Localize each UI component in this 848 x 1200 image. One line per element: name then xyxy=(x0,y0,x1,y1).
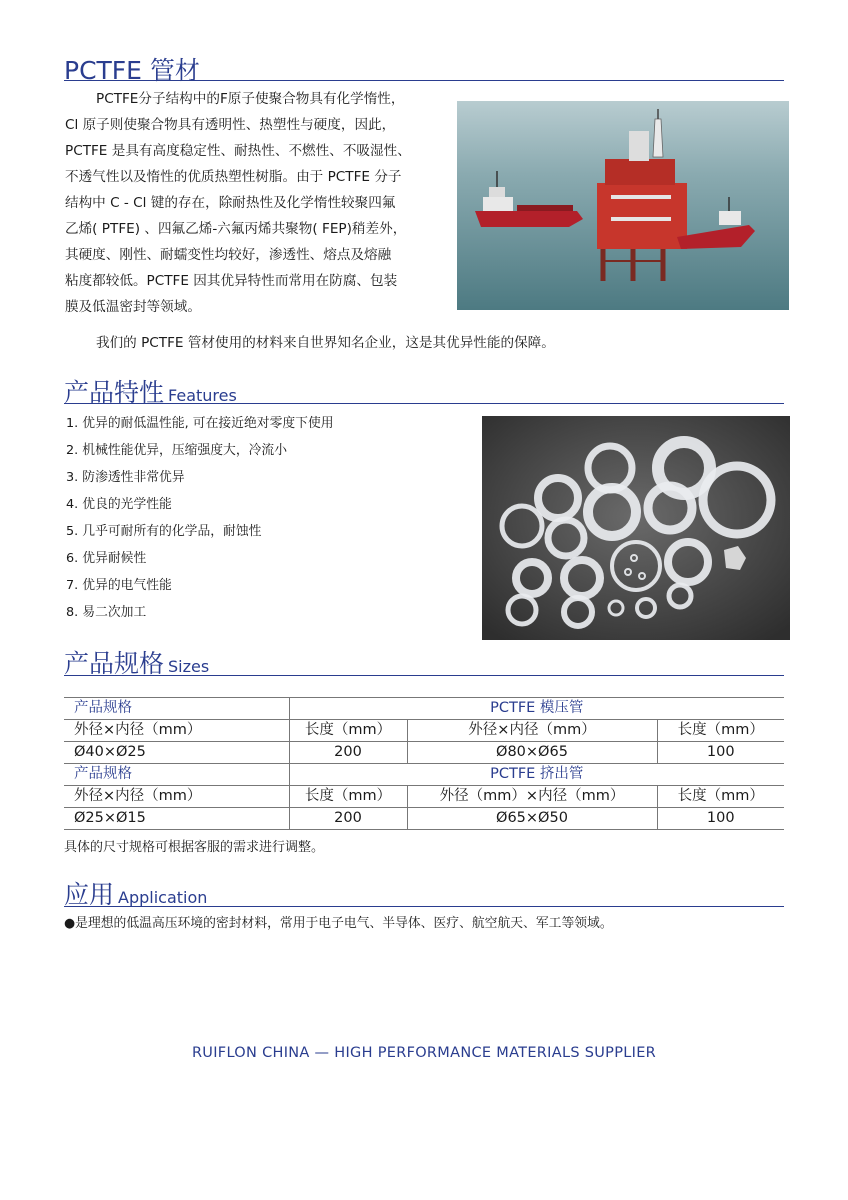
list-item: 6. 优异耐候性 xyxy=(66,551,147,566)
intro-line: PCTFE分子结构中的F原子使聚合物具有化学惰性， xyxy=(96,91,405,107)
intro-line: 结构中 C - Cl 键的存在，除耐热性及化学惰性较聚四氟 xyxy=(65,195,396,211)
table-header: 长度（mm） xyxy=(657,720,784,742)
sizes-note: 具体的尺寸规格可根据客服的需求进行调整。 xyxy=(64,840,325,855)
table-cell: 100 xyxy=(657,808,784,830)
table-header: 长度（mm） xyxy=(289,720,407,742)
intro-line: 粘度都较低。PCTFE 因其优异特性而常用在防腐、包装 xyxy=(65,273,398,289)
intro-last-line: 我们的 PCTFE 管材使用的材料来自世界知名企业，这是其优异性能的保障。 xyxy=(96,335,555,351)
table-cell: 100 xyxy=(657,742,784,764)
table-header: 外径×内径（mm） xyxy=(64,786,289,808)
features-list xyxy=(66,412,334,628)
intro-heading xyxy=(64,56,784,85)
extruded-label: 产品规格 xyxy=(64,764,289,786)
table-header: 外径（mm）×内径（mm） xyxy=(407,786,657,808)
table-cell: Ø65×Ø50 xyxy=(407,808,657,830)
intro-line: 不透气性以及惰性的优质热塑性树脂。由于 PCTFE 分子 xyxy=(65,169,402,185)
list-item: 4. 优良的光学性能 xyxy=(66,497,172,512)
table-row xyxy=(64,808,784,830)
sizes-subtitle: Sizes xyxy=(168,657,210,676)
intro-line: PCTFE 是具有高度稳定性、耐热性、不燃性、不吸湿性、 xyxy=(65,143,411,159)
list-item: 1. 优异的耐低温性能, 可在接近绝对零度下使用 xyxy=(66,416,334,431)
table-header: 长度（mm） xyxy=(657,786,784,808)
features-heading xyxy=(64,378,784,407)
table-header: 长度（mm） xyxy=(289,786,407,808)
intro-title: PCTFE 管材 xyxy=(64,56,200,85)
table-cell: Ø40×Ø25 xyxy=(64,742,289,764)
molded-label: 产品规格 xyxy=(64,698,289,720)
list-item: 5. 几乎可耐所有的化学品，耐蚀性 xyxy=(66,524,262,539)
features-subtitle: Features xyxy=(168,386,237,405)
application-title: 应用 xyxy=(64,880,115,909)
list-item: 3. 防渗透性非常优异 xyxy=(66,470,185,485)
table-cell: 200 xyxy=(289,808,407,830)
extruded-type: PCTFE 挤出管 xyxy=(289,764,784,786)
list-item: 7. 优异的电气性能 xyxy=(66,578,172,593)
intro-line: 乙烯( PTFE) 、四氟乙烯-六氟丙烯共聚物( FEP)稍差外， xyxy=(65,221,407,237)
list-item: 2. 机械性能优异，压缩强度大，冷流小 xyxy=(66,443,288,458)
list-item: 8. 易二次加工 xyxy=(66,605,147,620)
table-cell: Ø80×Ø65 xyxy=(407,742,657,764)
features-title: 产品特性 xyxy=(64,378,165,407)
sizes-title: 产品规格 xyxy=(64,649,165,678)
application-heading xyxy=(64,882,784,907)
intro-line: 膜及低温密封等领域。 xyxy=(65,299,201,315)
intro-line: Cl 原子则使聚合物具有透明性、热塑性与硬度，因此， xyxy=(65,117,396,133)
table-cell: Ø25×Ø15 xyxy=(64,808,289,830)
table-row xyxy=(64,720,784,742)
table-row xyxy=(64,742,784,764)
table-row xyxy=(64,764,784,786)
table-header: 外径×内径（mm） xyxy=(407,720,657,742)
molded-type: PCTFE 模压管 xyxy=(289,698,784,720)
intro-line: 其硬度、刚性、耐蠕变性均较好，渗透性、熔点及熔融 xyxy=(65,247,392,263)
sizes-heading xyxy=(64,651,784,676)
table-header: 外径×内径（mm） xyxy=(64,720,289,742)
table-cell: 200 xyxy=(289,742,407,764)
table-row xyxy=(64,698,784,720)
application-subtitle: Application xyxy=(118,888,208,907)
oil-platform-photo xyxy=(457,101,789,310)
sizes-table xyxy=(64,697,784,830)
table-row xyxy=(64,786,784,808)
application-text: ●是理想的低温高压环境的密封材料，常用于电子电气、半导体、医疗、航空航天、军工等领域。 xyxy=(64,916,613,931)
seal-rings-photo xyxy=(482,416,790,640)
footer-tagline: RUIFLON CHINA — HIGH PERFORMANCE MATERIALS SUPPLIER xyxy=(191,1045,657,1061)
